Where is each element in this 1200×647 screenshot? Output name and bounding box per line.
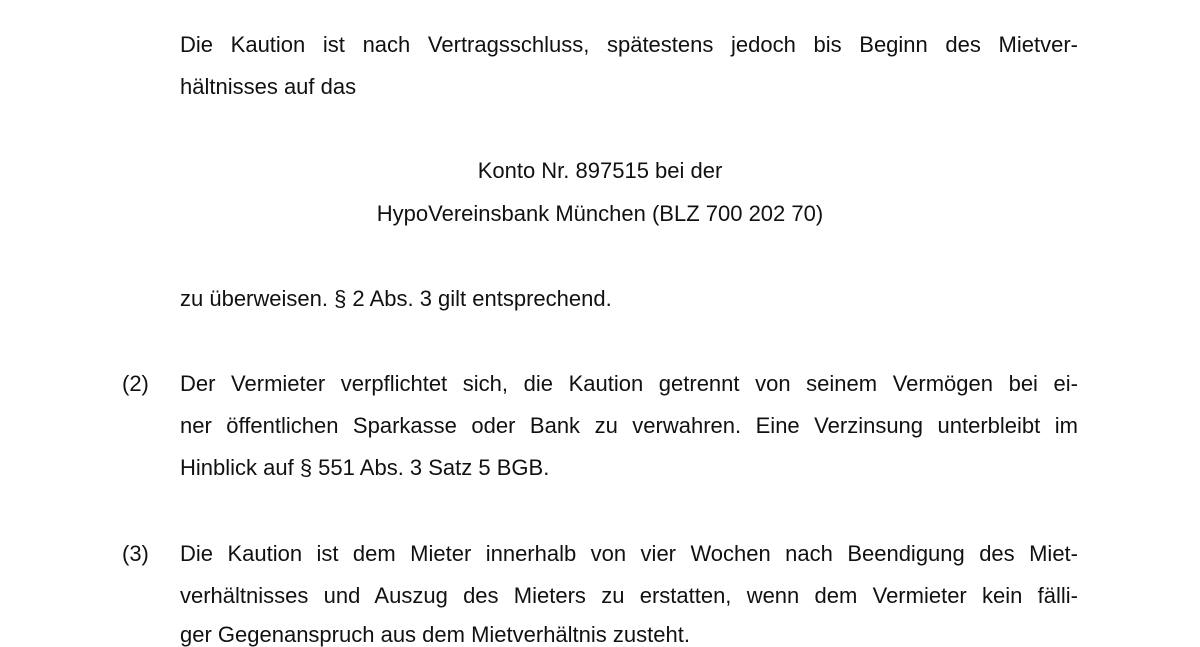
paragraph-3-line-3: ger Gegenanspruch aus dem Mietverhältnis zusteht. xyxy=(180,622,690,647)
paragraph-3-line-1: Die Kaution ist dem Mieter innerhalb von vier Wochen nach Beendigung des Miet- xyxy=(180,541,1078,566)
paragraph-2-line-1: Der Vermieter verpflichtet sich, die Kaution getrennt von seinem Vermögen bei ei- xyxy=(180,371,1078,396)
intro-line-1: Die Kaution ist nach Vertragsschluss, spätestens jedoch bis Beginn des Mietver- xyxy=(180,32,1078,57)
paragraph-number-3: (3) xyxy=(122,541,149,566)
paragraph-2-line-3: Hinblick auf § 551 Abs. 3 Satz 5 BGB. xyxy=(180,455,550,480)
paragraph-number-2: (2) xyxy=(122,371,149,396)
bank-name-line: HypoVereinsbank München (BLZ 700 202 70) xyxy=(376,201,824,226)
paragraph-3-line-2: verhältnisses und Auszug des Mieters zu erstatten, wenn dem Vermieter kein fälli- xyxy=(180,583,1078,608)
account-number-line: Konto Nr. 897515 bei der xyxy=(477,158,723,183)
paragraph-2-line-2: ner öffentlichen Sparkasse oder Bank zu verwahren. Eine Verzinsung unterbleibt im xyxy=(180,413,1078,438)
transfer-note: zu überweisen. § 2 Abs. 3 gilt entsprechend. xyxy=(180,286,612,311)
intro-line-2: hältnisses auf das xyxy=(180,74,357,99)
